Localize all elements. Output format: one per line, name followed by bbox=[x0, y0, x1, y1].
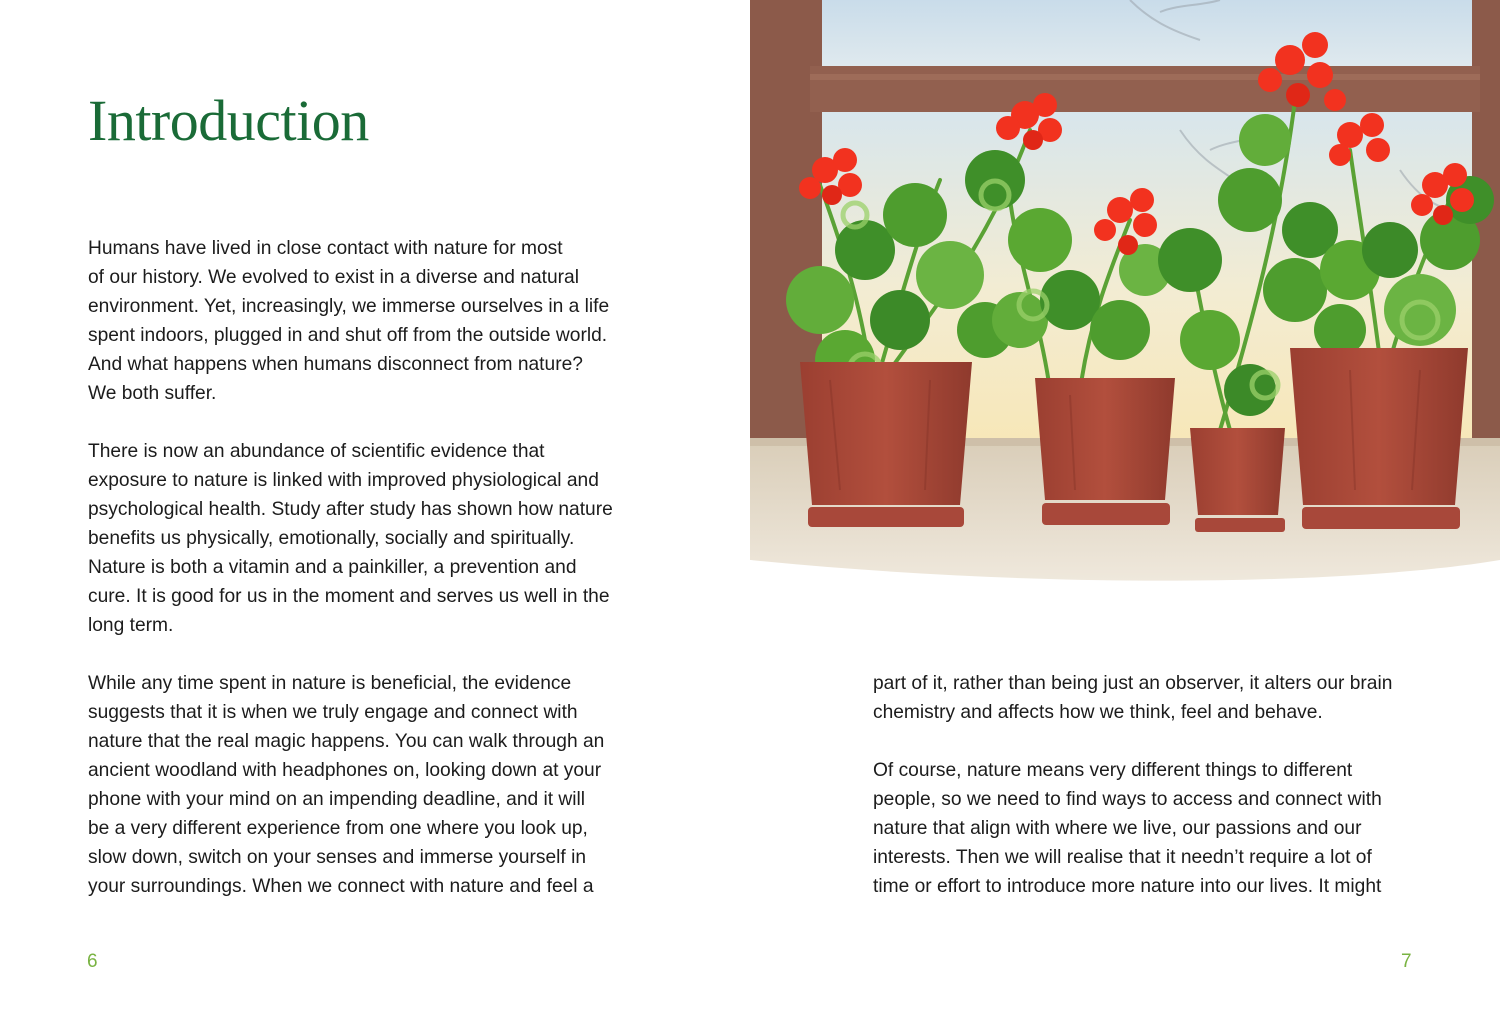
text-line: And what happens when humans disconnect from nature? bbox=[88, 354, 583, 375]
text-line: time or effort to introduce more nature into our lives. It might bbox=[873, 876, 1382, 897]
paragraph bbox=[873, 669, 1392, 727]
text-line: cure. It is good for us in the moment and serves us well in the bbox=[88, 586, 610, 607]
pot bbox=[1290, 348, 1468, 505]
text-line: While any time spent in nature is beneficial, the evidence bbox=[88, 673, 572, 694]
paragraph bbox=[88, 669, 613, 901]
text-line: We both suffer. bbox=[88, 383, 217, 404]
text-line: Humans have lived in close contact with nature for most bbox=[88, 238, 563, 259]
paragraph bbox=[88, 234, 613, 408]
text-line: suggests that it is when we truly engage and connect with bbox=[88, 702, 578, 723]
window-muntin bbox=[810, 66, 1480, 112]
text-line: exposure to nature is linked with improved physiological and bbox=[88, 470, 599, 491]
text-line: phone with your mind on an impending deadline, and it will bbox=[88, 789, 586, 810]
chapter-heading: Introduction bbox=[88, 88, 369, 153]
page-number-left: 6 bbox=[87, 951, 98, 972]
paragraph bbox=[88, 437, 613, 640]
text-line: nature that the real magic happens. You can walk through an bbox=[88, 731, 605, 752]
text-line: environment. Yet, increasingly, we immerse ourselves in a life bbox=[88, 296, 610, 317]
text-line: your surroundings. When we connect with nature and feel a bbox=[88, 876, 594, 897]
text-line: psychological health. Study after study has shown how nature bbox=[88, 499, 613, 520]
text-line: nature that align with where we live, our passions and our bbox=[873, 818, 1362, 839]
text-line: interests. Then we will realise that it needn’t require a lot of bbox=[873, 847, 1372, 868]
left-page-body bbox=[88, 234, 613, 901]
pot bbox=[800, 362, 972, 505]
text-line: There is now an abundance of scientific evidence that bbox=[88, 441, 545, 462]
pot bbox=[1190, 428, 1285, 515]
text-line: slow down, switch on your senses and immerse yourself in bbox=[88, 847, 587, 868]
page-number-right: 7 bbox=[1401, 951, 1412, 972]
pot bbox=[1035, 378, 1175, 500]
geranium-pots-on-windowsill-illustration bbox=[750, 0, 1500, 625]
text-line: Nature is both a vitamin and a painkiller, a prevention and bbox=[88, 557, 577, 578]
text-line: ancient woodland with headphones on, looking down at your bbox=[88, 760, 602, 781]
text-line: people, so we need to find ways to access and connect with bbox=[873, 789, 1382, 810]
text-line: long term. bbox=[88, 615, 174, 636]
text-line: Of course, nature means very different things to different bbox=[873, 760, 1353, 781]
text-line: spent indoors, plugged in and shut off from the outside world. bbox=[88, 325, 608, 346]
paragraph bbox=[873, 756, 1392, 901]
window-pane-top bbox=[822, 0, 1472, 66]
text-line: be a very different experience from one where you look up, bbox=[88, 818, 588, 839]
right-page-body bbox=[873, 669, 1392, 901]
text-line: of our history. We evolved to exist in a diverse and natural bbox=[88, 267, 579, 288]
text-line: benefits us physically, emotionally, socially and spiritually. bbox=[88, 528, 575, 549]
text-line: chemistry and affects how we think, feel and behave. bbox=[873, 702, 1323, 723]
text-line: part of it, rather than being just an observer, it alters our brain bbox=[873, 673, 1393, 694]
